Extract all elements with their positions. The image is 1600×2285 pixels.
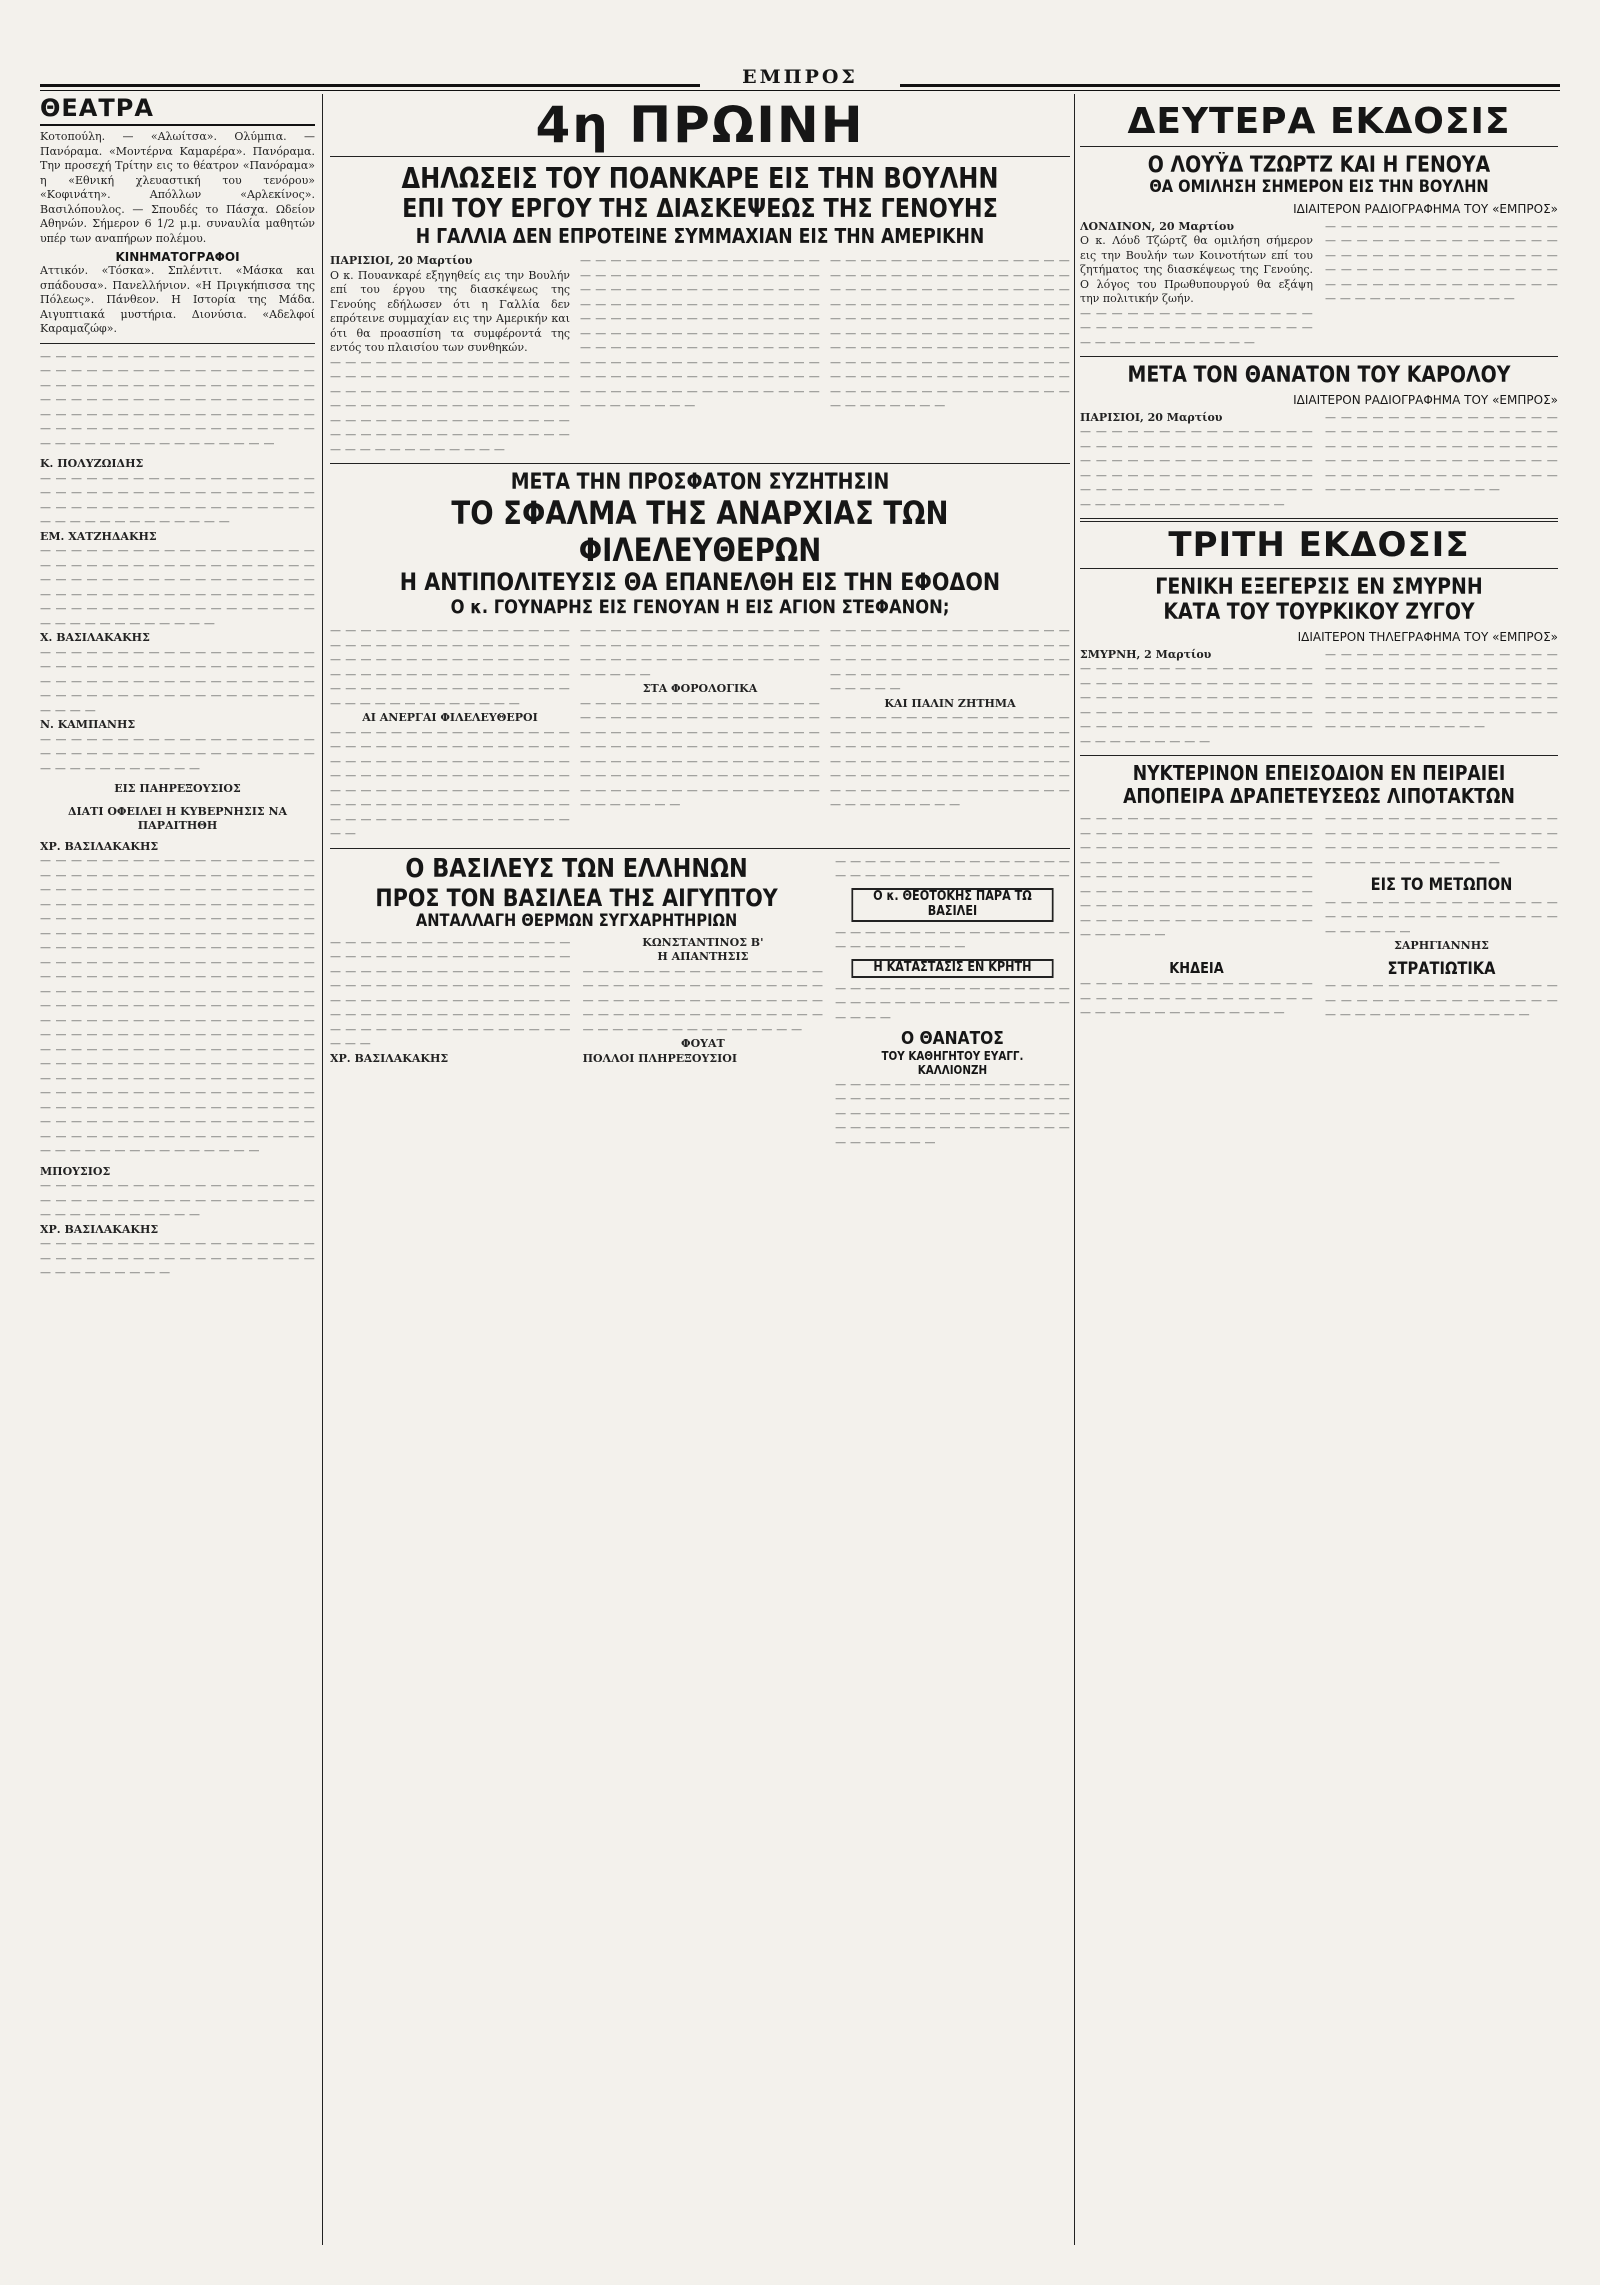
king-signature: ΚΩΝΣΤΑΝΤΙΝΟΣ Β' [642,935,764,949]
headline-congratulations: ΑΝΤΑΛΛΑΓΗ ΘΕΡΜΩΝ ΣΥΓΧΑΡΗΤΗΡΙΩΝ [415,911,738,932]
headline-poincare: ΔΗΛΩΣΕΙΣ ΤΟΥ ΠΟΑΝΚΑΡΕ ΕΙΣ ΤΗΝ ΒΟΥΛΗΝ [401,162,999,195]
lloyd-george-lead: Ο κ. Λόυδ Τζώρτζ θα ομιλήση σήμερον εις την Βουλήν των Κοινοτήτων επί του ζητήματος της διασκέψεως της Γενούης. Ο λόγος του Πρωθυπουργού θα εξάψη την πολιτικήν ζωήν. [1080,234,1313,306]
lower-mid-section [330,855,1070,1150]
karl-body-2: — — — — — — — — — — — — — — — — — — — — — — — — — — — — — — — — — — — — — — — — — — — — — — — — — — — — — — — — — — — — — — — — — — — — — — — — — — — — — — — — — — — — — — — [1325,410,1558,497]
piraeus-body-2: — — — — — — — — — — — — — — — — — — — — — — — — — — — — — — — — — — — — — — — — — — — — — — — — — — — — — — — — — [1325,812,1558,869]
crete-body-0: — — — — — — — — — — — — — — — — — — — — — — — — — — — — — — — — [835,854,1070,883]
headline-deserters: ΑΠΟΠΕΙΡΑ ΔΡΑΠΕΤΕΥΣΕΩΣ ΛΙΠΟΤΑΚΤΩΝ [1123,784,1515,809]
right-rule-2 [1080,356,1558,357]
poincare-story [330,254,1070,457]
left-body-5: — — — — — — — — — — — — — — — — — — — — — — — — — — — — — — — — — — — — — — — — — — — — — — — [40,732,315,775]
speaker-4: Ν. ΚΑΜΠΑΝΗΣ [40,718,136,731]
poincare-body-3: — — — — — — — — — — — — — — — — — — — — — — — — — — — — — — — — — — — — — — — — — — — — — — — — — — — — — — — — — — — — — — — — — — — — — — — — — — — — — — — — — — — — — — — — — — — — — — — — — — — — — — — — — — — — — — — — — — — — — — — — — — — — — — — — — — — — — — — — — — — — — — — — — — — — — — — — — — — — — — — — — — — — — — — — [830,254,1070,413]
sub-tax-matters: ΣΤΑ ΦΟΡΟΛΟΓΙΚΑ [642,682,758,696]
headline-military: ΣΤΡΑΤΙΩΤΙΚΑ [1387,958,1496,979]
sub-unemployed-liberals: ΑΙ ΑΝΕΡΓΑΙ ΦΙΛΕΛΕΥΘΕΡΟΙ [362,711,538,725]
masthead-name: ΕΜΠΡΟΣ [700,66,900,88]
masthead-rule-thin [40,90,1560,91]
edition-title-second: ΔΕΥΤΕΡΑ ΕΚΔΟΣΙΣ [1127,101,1511,142]
headline-king-egypt: ΠΡΟΣ ΤΟΝ ΒΑΣΙΛΕΑ ΤΗΣ ΑΙΓΥΠΤΟΥ [375,883,778,912]
notice-2: ΔΙΑΤΙ ΟΦΕΙΛΕΙ Η ΚΥΒΕΡΝΗΣΙΣ ΝΑ ΠΑΡΑΙΤΗΘΗ [67,804,288,832]
karl-body-1: — — — — — — — — — — — — — — — — — — — — — — — — — — — — — — — — — — — — — — — — — — — — — — — — — — — — — — — — — — — — — — — — — — — — — — — — — — — — — — — — — — — — — — — — — [1080,425,1313,511]
headline-genoa-work: ΕΠΙ ΤΟΥ ΕΡΓΟΥ ΤΗΣ ΔΙΑΣΚΕΨΕΩΣ ΤΗΣ ΓΕΝΟΥΗΣ [402,194,998,225]
paris-dateline: ΠΑΡΙΣΙΟΙ, 20 Μαρτίου [1080,410,1223,424]
king-body-2: — — — — — — — — — — — — — — — — — — — — — — — — — — — — — — — — — — — — — — — — — — — — — — — — — — — — — — — — — — — — — — — — — — — — — — — — — — — — — — — [582,964,824,1036]
headline-king-greeks: Ο ΒΑΣΙΛΕΥΣ ΤΩΝ ΕΛΛΗΝΩΝ [405,853,748,884]
headline-lloyd-george: Ο ΛΟΥΫΔ ΤΖΩΡΤΖ ΚΑΙ Η ΓΕΝΟΥΑ [1147,153,1491,178]
right-rule-4 [1080,568,1558,569]
headline-karl-death: ΜΕΤΑ ΤΟΝ ΘΑΝΑΤΟΝ ΤΟΥ ΚΑΡΟΛΟΥ [1127,363,1511,389]
left-body-1: — — — — — — — — — — — — — — — — — — — — — — — — — — — — — — — — — — — — — — — — — — — — — — — — — — — — — — — — — — — — — — — — — — — — — — — — — — — — — — — — — — — — — — — — — — — — — — — — — — — — — — — — — — — — — — — — — — — — — — — — — — — — [40,349,315,450]
speaker-7: ΧΡ. ΒΑΣΙΛΑΚΑΚΗΣ [40,1222,159,1236]
headline-france-alliance: Η ΓΑΛΛΙΑ ΔΕΝ ΕΠΡΟΤΕΙΝΕ ΣΥΜΜΑΧΙΑΝ ΕΙΣ ΤΗΝ ΑΜΕΡΙΚΗΝ [415,224,985,249]
left-body-3: — — — — — — — — — — — — — — — — — — — — — — — — — — — — — — — — — — — — — — — — — — — — — — — — — — — — — — — — — — — — — — — — — — — — — — — — — — — — — — — — — — — — — — — — — — — — — — — — — — — — — — [40,544,315,630]
crete-body: — — — — — — — — — — — — — — — — — — — — — — — — — — — — — — — — — — — — [835,981,1070,1024]
headline-piraeus-incident: ΝΥΚΤΕΡΙΝΟΝ ΕΠΕΙΣΟΔΙΟΝ ΕΝ ΠΕΙΡΑΙΕΙ [1132,761,1506,786]
left-body-4: — — — — — — — — — — — — — — — — — — — — — — — — — — — — — — — — — — — — — — — — — — — — — — — — — — — — — — — — — — — — — — — — — — — — — — — — — — — — [40,645,315,717]
speaker-5: ΧΡ. ΒΑΣΙΛΑΚΑΚΗΣ [40,839,159,853]
liberals-story [330,624,1070,842]
king-speaker-a: ΠΟΛΛΟΙ ΠΛΗΡΕΞΟΥΣΙΟΙ [582,1051,737,1065]
lloyd-george-body-1: — — — — — — — — — — — — — — — — — — — — — — — — — — — — — — — — — — — — — — — — — — [1080,306,1313,349]
speaker-1: Κ. ΠΟΛΥΖΩΙΔΗΣ [40,457,144,470]
poincare-story-lead: Ο κ. Πουανκαρέ εξηγηθείς εις την Βουλήν επί του έργου της διασκέψεως της Γενούης εδήλωσεν ότι η Γαλλία δεν επρότεινε συμμαχίαν εις την Αμερικήν και ότι θα προασπίση τα συμφέροντά της εντός του πλαισίου των συνθηκών. [330,268,570,355]
wire-1: ΙΔΙΑΙΤΕΡΟΝ ΡΑΔΙΟΓΡΑΦΗΜΑ ΤΟΥ «ΕΜΠΡΟΣ» [1293,201,1558,216]
poincare-dateline: ΠΑΡΙΣΙΟΙ, 20 Μαρτίου [330,254,473,268]
front-signature: ΣΑΡΗΓΙΑΝΝΗΣ [1394,939,1489,953]
headline-funeral: ΚΗΔΕΙΑ [1169,958,1224,977]
right-column [1080,94,1558,2245]
poincare-body-1: — — — — — — — — — — — — — — — — — — — — — — — — — — — — — — — — — — — — — — — — — — — — — — — — — — — — — — — — — — — — — — — — — — — — — — — — — — — — — — — — — — — — — — — — — — — — — — — — — — — — — — — — — — — — [330,355,570,456]
headline-professor: ΤΟΥ ΚΑΘΗΓΗΤΟΥ ΕΥΑΓΓ. ΚΑΛΛΙΟΝΖΗ [881,1048,1024,1077]
edition-title-third: ΤΡΙΤΗ ΕΚΔΟΣΙΣ [1168,525,1470,566]
front-body: — — — — — — — — — — — — — — — — — — — — — — — — — — — — — — — — — — — — [1325,895,1558,938]
edition-title-morning: 4η ΠΡΩΙΝΗ [535,96,865,154]
sub-again-issue: ΚΑΙ ΠΑΛΙΝ ΖΗΤΗΜΑ [884,696,1016,710]
headline-liberals-error: ΤΟ ΣΦΑΛΜΑ ΤΗΣ ΑΝΑΡΧΙΑΣ ΤΩΝ ΦΙΛΕΛΕΥΘΕΡΩΝ [451,494,949,570]
king-reply-title: Η ΑΠΑΝΤΗΣΙΣ [657,950,749,964]
funeral-body: — — — — — — — — — — — — — — — — — — — — — — — — — — — — — — — — — — — — — — — — — — — — [1080,977,1313,1020]
theotokis-body: — — — — — — — — — — — — — — — — — — — — — — — — — [835,925,1070,954]
headline-opposition: Η ΑΝΤΙΠΟΛΙΤΕΥΣΙΣ ΘΑ ΕΠΑΝΕΛΘΗ ΕΙΣ ΤΗΝ ΕΦΟΔΟΝ [399,567,1001,596]
piraeus-body-1: — — — — — — — — — — — — — — — — — — — — — — — — — — — — — — — — — — — — — — — — — — — — — — — — — — — — — — — — — — — — — — — — — — — — — — — — — — — — — — — — — — — — — — — — — — — — — — — — — — — — — — — — — — — — — — — — — — — — — — — — — — — — — — [1080,812,1313,942]
professor-body: — — — — — — — — — — — — — — — — — — — — — — — — — — — — — — — — — — — — — — — — — — — — — — — — — — — — — — — — — — — — — — — — — — — — — — — [835,1077,1070,1149]
mid-rule-2 [330,463,1070,464]
cinema-title: ΚΙΝΗΜΑΤΟΓΡΑΦΟΙ [115,250,240,264]
smyrna-body-1: — — — — — — — — — — — — — — — — — — — — — — — — — — — — — — — — — — — — — — — — — — — — — — — — — — — — — — — — — — — — — — — — — — — — — — — — — — — — — — — — — — — — [1080,662,1313,748]
headline-speak-today: ΘΑ ΟΜΙΛΗΣΗ ΣΗΜΕΡΟΝ ΕΙΣ ΤΗΝ ΒΟΥΛΗΝ [1149,177,1489,198]
headline-gounaris: Ο κ. ΓΟΥΝΑΡΗΣ ΕΙΣ ΓΕΝΟΥΑΝ Η ΕΙΣ ΑΓΙΟΝ ΣΤΕΦΑΝΟΝ; [450,595,950,618]
right-rule-5 [1080,755,1558,756]
middle-column [330,94,1070,2245]
left-body-6: — — — — — — — — — — — — — — — — — — — — — — — — — — — — — — — — — — — — — — — — — — — — — — — — — — — — — — — — — — — — — — — — — — — — — — — — — — — — — — — — — — — — — — — — — — — — — — — — — — — — — — — — — — — — — — — — — — — — — — — — — — — — — — — — — — — — — — — — — — — — — — — — — — — — — — — — — — — — — — — — — — — — — — — — — — — — — — — — — — — — — — — — — — — — — — — — — — — — — — — — — — — — — — — — — — — — — — — — — — — — — — — — — — — — — — — — — — — — — — — — — — — — — — — — — — — — — — — — — — — — — — — — — — — — — — — — — — — — — — — — — — — — — — — — — — — — — — — — — — — — — — — — — — — — — — — — — — — — — — — — — — — — — — — — — — — — — — — — — — — — — — — — — — — — — — — — — — — — — — — — — — — — — — — — — — — — — — — [40,854,315,1157]
mid-rule-1 [330,156,1070,157]
left-body-2: — — — — — — — — — — — — — — — — — — — — — — — — — — — — — — — — — — — — — — — — — — — — — — — — — — — — — — — — — — — — — — — — — — — [40,471,315,528]
liberals-body-3: — — — — — — — — — — — — — — — — — — — — — — — — — — — — — — — — — — — — — — — — — — — — — — — — — — — — — [580,624,820,681]
headline-smyrna-uprising: ΓΕΝΙΚΗ ΕΞΕΓΕΡΣΙΣ ΕΝ ΣΜΥΡΝΗ [1155,575,1483,601]
lloyd-george-body-2: — — — — — — — — — — — — — — — — — — — — — — — — — — — — — — — — — — — — — — — — — — — — — — — — — — — — — — — — — — — — — — — — — — — — — — — — — — — — — — — — — — — — — — — — [1325,219,1558,306]
speaker-6: ΜΠΟΥΣΙΟΣ [40,1164,111,1178]
left-rule-1 [40,343,315,344]
smyrna-dateline: ΣΜΥΡΝΗ, 2 Μαρτίου [1080,647,1212,661]
column-divider-right [1074,94,1075,2245]
poincare-body-2: — — — — — — — — — — — — — — — — — — — — — — — — — — — — — — — — — — — — — — — — — — — — — — — — — — — — — — — — — — — — — — — — — — — — — — — — — — — — — — — — — — — — — — — — — — — — — — — — — — — — — — — — — — — — — — — — — — — — — — — — — — — — — — — — — — — — — — — — — — — — — — — — — — — — — — — — — — — — — — — — — — — — — — — — [580,254,820,413]
cinema-listing: Αττικόν. «Τόσκα». Σπλέντιτ. «Μάσκα και σπάδουσα». Πανελλήνιον. «Η Πριγκήπισσα της Πόλεως». Πάνθεον. Η Ιστορία της Μάδα. Αιγυπτιακά μυστήρια. Διονύσια. «Αδελφοί Καραμαζώφ». [40,264,315,335]
left-body-8: — — — — — — — — — — — — — — — — — — — — — — — — — — — — — — — — — — — — — — — — — — — — — [40,1237,315,1279]
london-dateline: ΛΟΝΔΙΝΟΝ, 20 Μαρτίου [1080,219,1234,233]
liberals-body-1: — — — — — — — — — — — — — — — — — — — — — — — — — — — — — — — — — — — — — — — — — — — — — — — — — — — — — — — — — — — — — — — — — — — — — — — — — — — — — — — — — — — — — — — — — — — — — [330,624,570,710]
headline-to-front: ΕΙΣ ΤΟ ΜΕΤΩΠΟΝ [1370,875,1513,896]
headline-theotokis: Ο κ. ΘΕΟΤΟΚΗΣ ΠΑΡΑ ΤΩ ΒΑΣΙΛΕΙ [852,888,1054,922]
theatre-listing: Κοτοπούλη. — «Αλωίτσα». Ολύμπια. — Πανόραμα. «Μοντέρνα Καμαρέρα». Πανόραμα. Την προσεχή Τρίτην εις το θέατρον «Πανόραμα» η «Εθνική χλευαστική του τενόρου» «Κοφινάτη». Απόλλων «Αρλεκίνος». Βασιλόπουλος. — Σπουδές το Πάσχα. Ωδείον Αθηνών. Σήμερον 6 1/2 μ.μ. συναυλία μαθητών υπέρ των αναπήρων πολέμου. [40,130,315,245]
headline-turkish-yoke: ΚΑΤΑ ΤΟΥ ΤΟΥΡΚΙΚΟΥ ΖΥΓΟΥ [1163,600,1475,626]
liberals-body-5: — — — — — — — — — — — — — — — — — — — — — — — — — — — — — — — — — — — — — — — — — — — — — — — — — — — — — — — — — — — — — — — — — — — — — [830,624,1070,696]
speaker-3: Χ. ΒΑΣΙΛΑΚΑΚΗΣ [40,631,150,644]
left-column [40,94,315,2245]
fouad-signature: ΦΟΥΑΤ [680,1037,725,1051]
wire-3: ΙΔΙΑΙΤΕΡΟΝ ΤΗΛΕΓΡΑΦΗΜΑ ΤΟΥ «ΕΜΠΡΟΣ» [1297,629,1558,644]
right-rule-1 [1080,146,1558,147]
smyrna-body-2: — — — — — — — — — — — — — — — — — — — — — — — — — — — — — — — — — — — — — — — — — — — — — — — — — — — — — — — — — — — — — — — — — — — — — — — — — — — — — — — — — — — — — — [1325,647,1558,734]
headline-after-discussion: ΜΕΤΑ ΤΗΝ ΠΡΟΣΦΑΤΟΝ ΣΥΖΗΤΗΣΙΝ [510,470,890,496]
column-divider-left [322,94,323,2245]
left-body-7: — — — — — — — — — — — — — — — — — — — — — — — — — — — — — — — — — — — — — — — — — — — — — — — [40,1179,315,1221]
notice-1: ΕΙΣ ΠΑΗΡΕΞΟΥΣΙΟΣ [114,782,241,795]
military-body: — — — — — — — — — — — — — — — — — — — — — — — — — — — — — — — — — — — — — — — — — — — — [1325,979,1558,1022]
right-rule-3 [1080,518,1558,522]
speaker-2: ΕΜ. ΧΑΤΖΗΔΑΚΗΣ [40,529,157,543]
liberals-body-2: — — — — — — — — — — — — — — — — — — — — — — — — — — — — — — — — — — — — — — — — — — — — — — — — — — — — — — — — — — — — — — — — — — — — — — — — — — — — — — — — — — — — — — — — — — — — — — — — — — — — — — — — — — — — — — — — — — [330,725,570,841]
mid-rule-3 [330,848,1070,849]
theatre-title: ΘΕΑΤΡΑ [40,94,315,126]
king-body-1: — — — — — — — — — — — — — — — — — — — — — — — — — — — — — — — — — — — — — — — — — — — — — — — — — — — — — — — — — — — — — — — — — — — — — — — — — — — — — — — — — — — — — — — — — — — — — — — — — — — — — — — — — — — — — — — — — — — [330,935,571,1051]
headline-death: Ο ΘΑΝΑΤΟΣ [901,1028,1005,1050]
liberals-body-6: — — — — — — — — — — — — — — — — — — — — — — — — — — — — — — — — — — — — — — — — — — — — — — — — — — — — — — — — — — — — — — — — — — — — — — — — — — — — — — — — — — — — — — — — — — — — — — — — — — — — — — — — — [830,711,1070,812]
liberals-body-4: — — — — — — — — — — — — — — — — — — — — — — — — — — — — — — — — — — — — — — — — — — — — — — — — — — — — — — — — — — — — — — — — — — — — — — — — — — — — — — — — — — — — — — — — — — — — — — — — — — — — — — — — — — — — — — — — — — — — — — — [580,696,820,812]
headline-crete: Η ΚΑΤΑΣΤΑΣΙΣ ΕΝ ΚΡΗΤΗ [852,959,1054,978]
wire-2: ΙΔΙΑΙΤΕΡΟΝ ΡΑΔΙΟΓΡΑΦΗΜΑ ΤΟΥ «ΕΜΠΡΟΣ» [1293,392,1558,407]
king-speaker-b: ΧΡ. ΒΑΣΙΛΑΚΑΚΗΣ [330,1051,449,1065]
